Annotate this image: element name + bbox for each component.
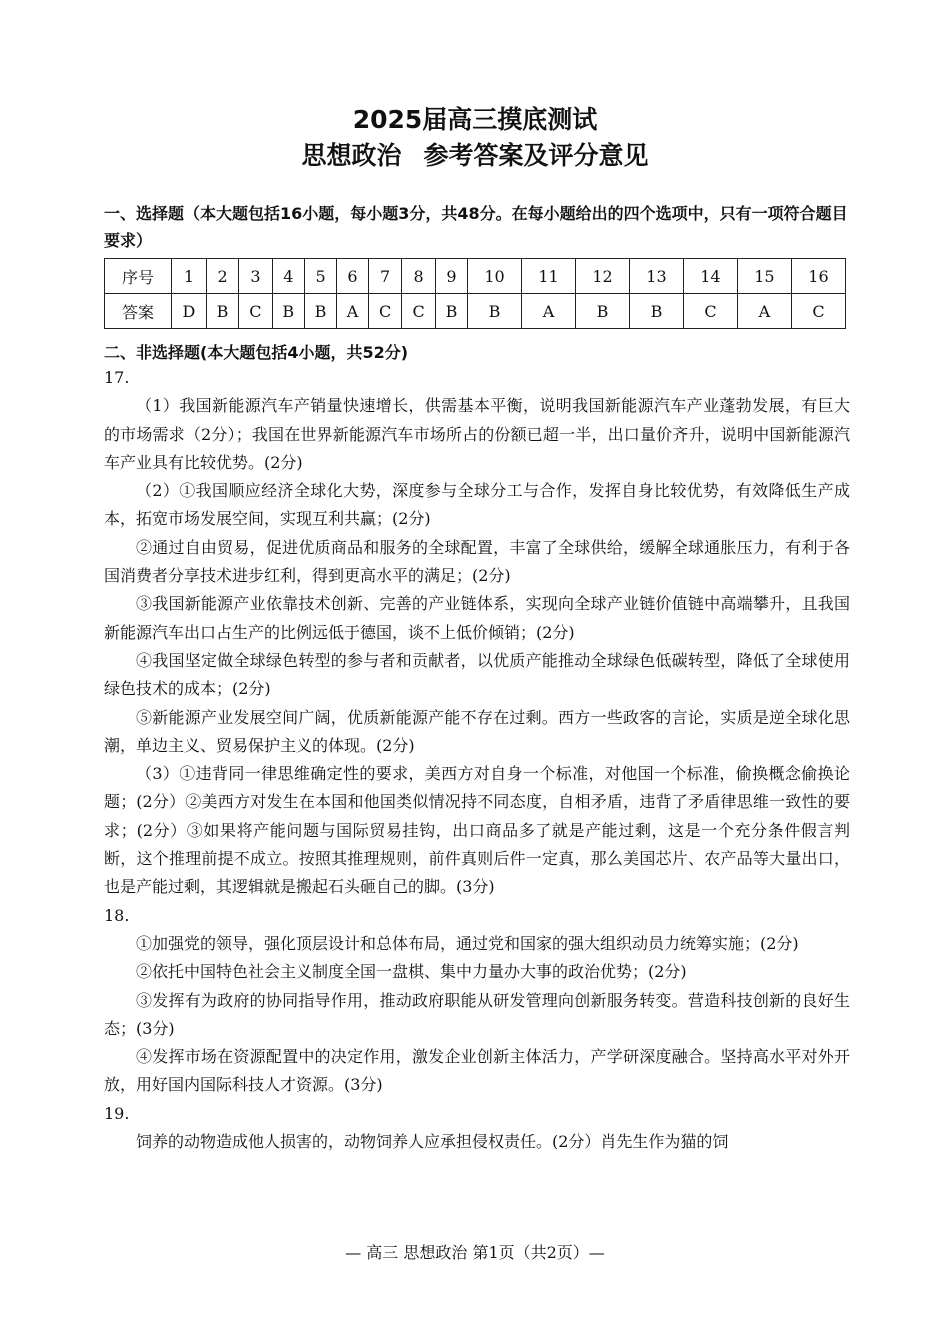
q18-point4: ④发挥市场在资源配置中的决定作用，激发企业创新主体活力，产学研深度融合。坚持高水平对外开放，用好国内国际科技人才资源。(3分) [104, 1047, 850, 1095]
q17-part2-point1: （2）①我国顺应经济全球化大势，深度参与全球分工与合作，发挥自身比较优势，有效降低生产成本，拓宽市场发展空间，实现互利共赢；(2分) [104, 481, 850, 529]
row-label-number: 序号 [105, 259, 172, 294]
question-number-cell: 8 [402, 259, 435, 294]
answer-cell: A [522, 294, 576, 329]
answer-cell: C [368, 294, 401, 329]
q19-paragraph: 饲养的动物造成他人损害的，动物饲养人应承担侵权责任。(2分）肖先生作为猫的饲 [136, 1132, 729, 1152]
q17-part1: （1）我国新能源汽车产销量快速增长，供需基本平衡，说明我国新能源汽车产业蓬勃发展，有巨大的市场需求（2分）；我国在世界新能源汽车市场所占的份额已超一半，出口量价齐升，说明中国新能源汽车产业具有比较优势。(2分) [104, 396, 850, 472]
question-number-cell: 10 [468, 259, 522, 294]
question-number-cell: 3 [239, 259, 272, 294]
question-17-number: 17. [104, 368, 130, 387]
answer-content [104, 364, 850, 1156]
answer-cell: A [737, 294, 791, 329]
question-number-cell: 6 [337, 259, 369, 294]
answer-cell: C [239, 294, 272, 329]
answer-cell: B [435, 294, 467, 329]
question-number-cell: 12 [576, 259, 630, 294]
q17-part2-point4: ④我国坚定做全球绿色转型的参与者和贡献者，以优质产能推动全球绿色低碳转型，降低了全球使用绿色技术的成本；(2分) [104, 650, 850, 699]
answer-cell: D [172, 294, 207, 329]
answer-table-answer-row [105, 294, 846, 329]
q17-part2-point3: ③我国新能源产业依靠技术创新、完善的产业链体系，实现向全球产业链价值链中高端攀升，且我国新能源汽车出口占生产的比例远低于德国，谈不上低价倾销；(2分) [104, 594, 850, 642]
page-footer: — 高三 思想政治 第1页（共2页）— [345, 1243, 605, 1262]
answer-cell: B [629, 294, 683, 329]
answer-cell: B [272, 294, 304, 329]
subject-name: 思想政治 [301, 141, 402, 170]
q17-part2-point5: ⑤新能源产业发展空间广阔，优质新能源产能不存在过剩。西方一些政客的言论，实质是逆全球化思潮，单边主义、贸易保护主义的体现。(2分) [104, 707, 850, 755]
question-number-cell: 2 [206, 259, 238, 294]
question-number-cell: 15 [737, 259, 791, 294]
question-number-cell: 11 [522, 259, 576, 294]
q18-point3: ③发挥有为政府的协同指导作用，推动政府职能从研发管理向创新服务转变。营造科技创新的良好生态；(3分) [104, 990, 850, 1038]
section1-heading: 一、选择题（本大题包括16小题，每小题3分，共48分。在每小题给出的四个选项中，只有一项符合题目要求） [104, 204, 848, 250]
q18-point2: ②依托中国特色社会主义制度全国一盘棋、集中力量办大事的政治优势；(2分) [136, 962, 687, 982]
question-number-cell: 5 [304, 259, 336, 294]
question-number-cell: 14 [683, 259, 737, 294]
exam-title: 2025届高三摸底测试 [352, 105, 598, 134]
answer-cell: B [206, 294, 238, 329]
question-number-cell: 13 [629, 259, 683, 294]
answer-cell: B [576, 294, 630, 329]
answer-cell: C [791, 294, 845, 329]
answer-cell: C [402, 294, 435, 329]
question-18-number: 18. [104, 905, 130, 925]
question-number-cell: 7 [368, 259, 401, 294]
q17-part2-point2: ②通过自由贸易，促进优质商品和服务的全球配置，丰富了全球供给，缓解全球通胀压力，有利于各国消费者分享技术进步红利，得到更高水平的满足；(2分) [104, 537, 850, 586]
question-number-cell: 1 [172, 259, 207, 294]
q17-part3: （3）①违背同一律思维确定性的要求，美西方对自身一个标准，对他国一个标准，偷换概念偷换论题；(2分）②美西方对发生在本国和他国类似情况持不同态度，自相矛盾，违背了矛盾律思维一致性的要求；(2分）③如果将产能问题与国际贸易挂钩，出口商品多了就是产能过剩，这是一个充分条件假言判断，这个推理前提不成立。按照其推理规则，前件真则后件一定真，那么美国芯片、农产品等大量出口，也是产能过剩，其逻辑就是搬起石头砸自己的脚。(3分) [104, 764, 850, 897]
question-number-cell: 4 [272, 259, 304, 294]
answer-table-number-row [105, 259, 846, 294]
question-number-cell: 16 [791, 259, 845, 294]
section2-heading: 二、非选择题(本大题包括4小题，共52分) [104, 343, 409, 362]
question-19-number: 19. [104, 1103, 130, 1123]
answer-table [104, 258, 846, 329]
question-number-cell: 9 [435, 259, 467, 294]
answer-key-label: 参考答案及评分意见 [423, 141, 649, 170]
exam-subtitle [0, 136, 950, 172]
answer-cell: A [337, 294, 369, 329]
answer-cell: C [683, 294, 737, 329]
q18-point1: ①加强党的领导，强化顶层设计和总体布局，通过党和国家的强大组织动员力统筹实施；(2分) [136, 933, 799, 953]
answer-cell: B [468, 294, 522, 329]
row-label-answer: 答案 [105, 294, 172, 329]
answer-cell: B [304, 294, 336, 329]
